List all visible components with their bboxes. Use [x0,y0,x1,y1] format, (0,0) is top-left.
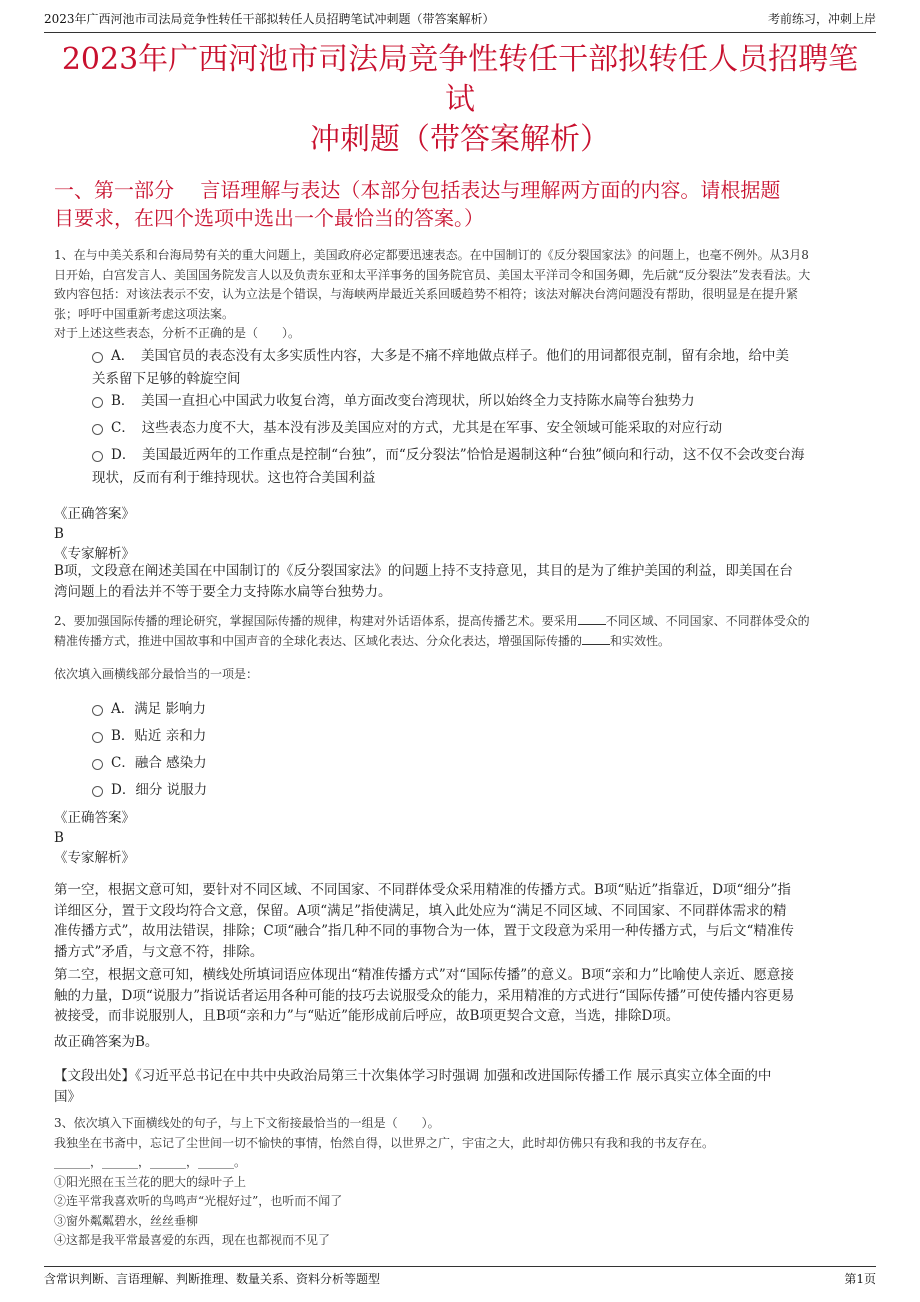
answer-value: B [54,526,64,542]
q2-prompt: 依次填入画横线部分最恰当的一项是： [54,667,259,681]
footer-note: 含常识判断、言语理解、判断推理、数量关系、资料分析等题型 [44,1272,381,1286]
q2-option-d[interactable] [92,779,870,802]
radio-icon[interactable] [92,397,103,408]
q1-answer-block [54,504,135,564]
header-title: 2023年广西河池市司法局竞争性转任干部拟转任人员招聘笔试冲刺题（带答案解析） [44,12,495,26]
analysis-line: 第一空，根据文意可知，要针对不同区域、不同国家、不同群体受众采用精准的传播方式。B项“贴近”指靠近，D项“细分”指 [54,882,791,898]
radio-icon[interactable] [92,705,103,716]
q3-line: ①阳光照在玉兰花的肥大的绿叶子上 [54,1174,247,1189]
source-line: 【文段出处】《习近平总书记在中共中央政治局第三十次集体学习时强调 加强和改进国际传播工作 展示真实立体全面的中 [54,1068,772,1084]
option-text: C． 这些表态力度不大，基本没有涉及美国应对的方式，尤其是在军事、安全领域可能采取的对应行动 [111,420,723,436]
q2-analysis-para-2 [54,965,872,1027]
q1-option-a[interactable] [92,345,870,391]
q3-line: ②连平常我喜欢听的鸟鸣声“光棍好过”，也听而不闻了 [54,1194,343,1208]
q2-answer-block [54,808,135,868]
option-text: C．融合 感染力 [111,755,207,771]
q1-line: 张；呼吁中国重新考虑这项法案。 [54,306,235,321]
q3-line: ③窗外粼粼碧水，丝丝垂柳 [54,1213,199,1228]
section-line-2: 目要求，在四个选项中选出一个最恰当的答案。） [54,206,484,230]
fill-blank [578,612,606,625]
header-slogan: 考前练习，冲刺上岸 [767,12,876,26]
document-title [50,40,870,160]
analysis-line: 触的力量，D项“说服力”指说话者运用各种可能的技巧去说服受众的能力，采用精准的方式进行“国际传播”可使传播内容更易 [54,987,795,1004]
page-number: 第1页 [844,1272,876,1286]
analysis-line: 被接受，而非说服别人，且B项“亲和力”与“贴近”能形成前后呼应，故B项更契合文意，当选，排除D项。 [54,1008,680,1024]
analysis-label: 《专家解析》 [54,850,135,866]
q1-option-d[interactable] [92,444,870,490]
analysis-label: 《专家解析》 [54,546,135,562]
title-line-2: 冲刺题（带答案解析） [310,122,610,157]
section-line-1: 一、第一部分 言语理解与表达（本部分包括表达与理解两方面的内容。请根据题 [54,178,781,202]
footer-divider [44,1266,876,1267]
q2-conclusion: 故正确答案为B。 [54,1034,159,1050]
question-3-stem [54,1114,880,1251]
section-heading [54,176,880,232]
page-footer [44,1270,876,1290]
title-line-1: 2023年广西河池市司法局竞争性转任干部拟转任人员招聘笔试 [61,42,859,117]
radio-icon[interactable] [92,759,103,770]
answer-value: B [54,830,64,846]
option-text: D．细分 说服力 [111,782,208,798]
radio-icon[interactable] [92,451,103,462]
q2-line2b: 和实效性。 [610,633,671,648]
option-text-cont: 现状，反而有利于维持现状。这也符合美国利益 [92,470,376,486]
fill-blank [582,632,610,645]
q1-line: 对于上述这些表态，分析不正确的是（ ）。 [54,326,301,340]
q1-analysis [54,561,872,602]
q2-option-b[interactable] [92,725,870,748]
radio-icon[interactable] [92,352,103,363]
answer-label: 《正确答案》 [54,506,135,522]
option-text: B．贴近 亲和力 [111,728,207,744]
answer-label: 《正确答案》 [54,810,135,826]
q1-option-b[interactable] [92,390,870,413]
q2-option-c[interactable] [92,752,870,775]
q2-line1a: 2、要加强国际传播的理论研究，掌握国际传播的规律，构建对外话语体系，提高传播艺术。要采用 [54,614,578,628]
q3-line: ④这都是我平常最喜爱的东西，现在也都视而不见了 [54,1233,331,1247]
analysis-line: 第二空，根据文意可知，横线处所填词语应体现出“精准传播方式”对“国际传播”的意义。B项“亲和力”比喻使人亲近、愿意接 [54,967,794,983]
analysis-line: 准传播方式”，故用法错误，排除；C项“融合”指几种不同的事物合为一体，置于文段意为采用一种传播方式，与后文“精准传 [54,923,794,939]
q2-option-a[interactable] [92,698,870,721]
q1-line: 1、在与中美关系和台海局势有关的重大问题上，美国政府必定都要迅速表态。在中国制订的《反分裂国家法》的问题上，也毫不例外。从3月8 [54,248,809,262]
q1-line: 致内容包括：对该法表示不安，认为立法是个错误，与海峡两岸最近关系回暖趋势不相符；该法对解决台湾问题没有帮助，很明显是在提升紧 [54,287,799,301]
q1-line: 日开始，白宫发言人、美国国务院发言人以及负责东亚和太平洋事务的国务院官员、美国太平洋司令和国务卿，先后就“反分裂法”发表看法。大 [54,267,811,282]
analysis-line: 详细区分，置于文段均符合文意，保留。A项“满足”指使满足，填入此处应为“满足不同区域、不同国家、不同群体需求的精 [54,902,787,919]
q3-line: ______，______，______，______。 [54,1155,247,1169]
source-line: 国》 [54,1088,81,1105]
page-header [44,10,876,30]
radio-icon[interactable] [92,732,103,743]
q3-line: 我独坐在书斋中，忘记了尘世间一切不愉快的事情，怡然自得，以世界之广，宇宙之大，此时却仿佛只有我和我的书友存在。 [54,1135,715,1150]
q2-analysis-para-1 [54,880,872,962]
option-text-cont: 关系留下足够的斡旋空间 [92,371,241,387]
option-text: B． 美国一直担心中国武力收复台湾，单方面改变台湾现状，所以始终全力支持陈水扁等台独势力 [111,393,695,409]
analysis-line: B项，文段意在阐述美国在中国制订的《反分裂国家法》的问题上持不支持意见，其目的是为了维护美国的利益，即美国在台 [54,563,793,579]
question-1-stem [54,246,880,344]
analysis-line: 湾问题上的看法并不等于要全力支持陈水扁等台独势力。 [54,583,392,600]
radio-icon[interactable] [92,786,103,797]
analysis-line: 播方式”矛盾，与文意不符，排除。 [54,943,264,960]
header-divider [44,32,876,33]
q3-line: 3、依次填入下面横线处的句子，与上下文衔接最恰当的一组是（ ）。 [54,1116,440,1130]
q2-source [54,1066,872,1107]
question-2-stem [54,612,880,651]
option-text: A．满足 影响力 [111,701,207,717]
option-text: A． 美国官员的表态没有太多实质性内容，大多是不痛不痒地做点样子。他们的用词都很克制，留有余地，给中美 [111,348,789,364]
q1-option-c[interactable] [92,417,870,440]
option-text: D． 美国最近两年的工作重点是控制“台独”，而“反分裂法”恰恰是遏制这种“台独”倾向和行动，这不仅不会改变台海 [111,447,805,463]
q2-line1b: 不同区域、不同国家、不同群体受众的 [605,614,810,628]
q2-line2a: 精准传播方式，推进中国故事和中国声音的全球化表达、区域化表达、分众化表达，增强国际传播的 [54,633,583,648]
radio-icon[interactable] [92,424,103,435]
